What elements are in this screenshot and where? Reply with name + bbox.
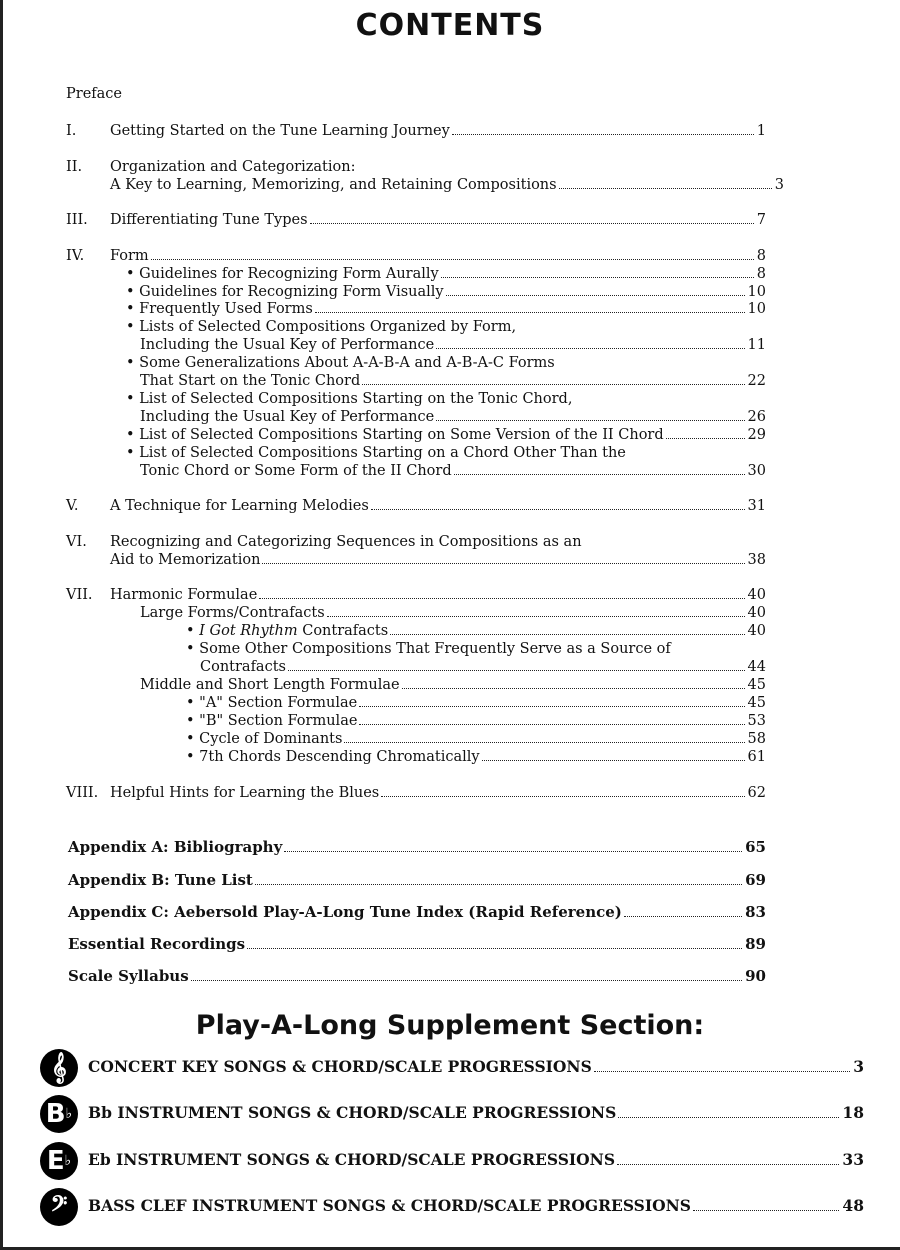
toc-entry-title: • List of Selected Compositions Starting on Some Version of the II Chord <box>126 427 664 443</box>
toc-page-number: 22 <box>747 373 766 389</box>
toc-page-number: 83 <box>745 903 766 921</box>
toc-entry-title: • Guidelines for Recognizing Form Visually <box>126 284 444 300</box>
toc-supplement-eb[interactable] <box>88 1151 864 1169</box>
toc-entry-title: Helpful Hints for Learning the Blues <box>110 785 380 801</box>
leader-dots <box>259 598 744 599</box>
toc-subentry-large-forms[interactable] <box>140 604 766 622</box>
toc-page-number: 45 <box>747 677 766 693</box>
page-border-left <box>0 0 3 1250</box>
leader-dots <box>191 980 742 981</box>
section-number: I. <box>66 123 77 139</box>
leader-dots <box>441 277 754 278</box>
toc-subentry-7th-chords[interactable] <box>186 748 766 766</box>
toc-page-number: 30 <box>747 463 766 479</box>
toc-subentry-generalizations[interactable] <box>140 372 766 390</box>
toc-subentry-i-got-rhythm[interactable] <box>186 622 766 640</box>
toc-entry-title: Bb INSTRUMENT SONGS & CHORD/SCALE PROGRESSIONS <box>88 1103 617 1122</box>
leader-dots <box>255 884 742 885</box>
leader-dots <box>693 1210 839 1211</box>
toc-subentry-form-visually[interactable] <box>126 283 766 301</box>
toc-entry-title: Form <box>110 248 149 264</box>
treble-clef-icon: 𝄞 <box>40 1049 78 1087</box>
toc-entry-title: Essential Recordings <box>68 935 246 953</box>
toc-entry-title: Including the Usual Key of Performance <box>140 409 435 425</box>
toc-appendix-aebersold-index[interactable] <box>68 903 766 921</box>
toc-entry-title: • Guidelines for Recognizing Form Aurally <box>126 266 439 282</box>
toc-subentry-b-section[interactable] <box>186 712 766 730</box>
page-title: CONTENTS <box>355 8 545 43</box>
toc-entry-title: • Frequently Used Forms <box>126 301 313 317</box>
section-number: IV. <box>66 248 85 264</box>
bullet: • <box>186 623 195 639</box>
toc-essential-recordings[interactable] <box>68 935 766 953</box>
toc-subentry-cycle-dominants[interactable] <box>186 730 766 748</box>
toc-entry-title-line: • Some Other Compositions That Frequently Serve as a Source of <box>186 641 671 657</box>
toc-entry-title: Eb INSTRUMENT SONGS & CHORD/SCALE PROGRESSIONS <box>88 1150 616 1169</box>
toc-appendix-bibliography[interactable] <box>68 838 766 856</box>
toc-entry-title: Differentiating Tune Types <box>110 212 308 228</box>
toc-page-number: 61 <box>747 749 766 765</box>
toc-entry-title: CONCERT KEY SONGS & CHORD/SCALE PROGRESSIONS <box>88 1057 592 1076</box>
toc-page-number: 18 <box>842 1103 864 1122</box>
toc-subentry-other-chord[interactable] <box>140 462 766 480</box>
toc-page-number: 40 <box>747 587 766 603</box>
toc-entry-melodies[interactable] <box>110 497 766 515</box>
leader-dots <box>594 1071 850 1072</box>
toc-entry-harmonic-formulae[interactable] <box>110 586 766 604</box>
section-number: VI. <box>66 534 87 550</box>
b-flat-icon: B♭ <box>40 1095 78 1133</box>
toc-page-number: 8 <box>756 266 766 282</box>
toc-page-number: 11 <box>747 337 766 353</box>
leader-dots <box>310 223 754 224</box>
toc-entry-title: Large Forms/Contrafacts <box>140 605 325 621</box>
toc-page-number: 40 <box>747 605 766 621</box>
toc-page-number: 3 <box>853 1057 864 1076</box>
toc-entry-title-line: • List of Selected Compositions Starting on the Tonic Chord, <box>126 391 573 407</box>
toc-appendix-tune-list[interactable] <box>68 871 766 889</box>
toc-entry-title: Harmonic Formulae <box>110 587 258 603</box>
toc-entry-title: Contrafacts <box>200 659 286 675</box>
toc-page-number: 38 <box>747 552 766 568</box>
leader-dots <box>436 348 744 349</box>
toc-entry-title: Contrafacts <box>302 623 389 639</box>
leader-dots <box>359 706 744 707</box>
toc-page-number: 7 <box>756 212 766 228</box>
toc-entry-title: Getting Started on the Tune Learning Journey <box>110 123 450 139</box>
leader-dots <box>624 916 742 917</box>
toc-entry-title: BASS CLEF INSTRUMENT SONGS & CHORD/SCALE PROGRESSIONS <box>88 1196 691 1215</box>
toc-page-number: 10 <box>747 284 766 300</box>
toc-entry-organization[interactable] <box>110 176 784 194</box>
toc-supplement-concert-key[interactable] <box>88 1058 864 1076</box>
leader-dots <box>482 760 745 761</box>
toc-supplement-bb[interactable] <box>88 1104 864 1122</box>
leader-dots <box>446 295 745 296</box>
e-flat-icon: E♭ <box>40 1142 78 1180</box>
toc-subentry-form-aurally[interactable] <box>126 265 766 283</box>
toc-page-number: 3 <box>774 177 784 193</box>
toc-entry-title: That Start on the Tonic Chord <box>140 373 361 389</box>
toc-entry-title: Tonic Chord or Some Form of the II Chord <box>140 463 452 479</box>
leader-dots <box>381 796 744 797</box>
toc-page-number: 10 <box>747 301 766 317</box>
toc-entry-title-line: • List of Selected Compositions Starting on a Chord Other Than the <box>126 445 626 461</box>
section-number: III. <box>66 212 88 228</box>
leader-dots <box>452 134 754 135</box>
section-number: VIII. <box>66 785 99 801</box>
toc-page-number: 48 <box>842 1196 864 1215</box>
toc-entry-title: Appendix B: Tune List <box>68 871 253 889</box>
leader-dots <box>327 616 745 617</box>
toc-entry-title: A Technique for Learning Melodies <box>110 498 369 514</box>
toc-entry-title: Middle and Short Length Formulae <box>140 677 400 693</box>
toc-entry-title: • "A" Section Formulae <box>186 695 358 711</box>
supplement-heading: Play-A-Long Supplement Section: <box>195 1010 705 1041</box>
toc-subentry-a-section[interactable] <box>186 694 766 712</box>
toc-entry-title: • 7th Chords Descending Chromatically <box>186 749 480 765</box>
leader-dots <box>617 1164 839 1165</box>
leader-dots <box>436 420 744 421</box>
toc-page-number: 62 <box>747 785 766 801</box>
toc-subentry-tonic-chord[interactable] <box>140 408 766 426</box>
toc-entry-title: Appendix A: Bibliography <box>68 838 283 856</box>
leader-dots <box>315 312 745 313</box>
leader-dots <box>618 1117 839 1118</box>
toc-entry-form[interactable] <box>110 247 766 265</box>
leader-dots <box>288 670 745 671</box>
toc-page-number: 44 <box>747 659 766 675</box>
toc-entry-title-line: • Some Generalizations About A-A-B-A and A-B-A-C Forms <box>126 355 555 371</box>
toc-entry-title: • "B" Section Formulae <box>186 713 358 729</box>
leader-dots <box>390 634 744 635</box>
toc-entry-title: Appendix C: Aebersold Play-A-Long Tune Index (Rapid Reference) <box>68 903 622 921</box>
toc-preface[interactable]: Preface <box>66 86 122 102</box>
bass-clef-icon: 𝄢 <box>40 1188 78 1226</box>
section-number: V. <box>66 498 79 514</box>
section-number: VII. <box>66 587 93 603</box>
leader-dots <box>359 724 744 725</box>
toc-entry-title-line: Recognizing and Categorizing Sequences in Compositions as an <box>110 534 582 550</box>
toc-page-number: 29 <box>747 427 766 443</box>
toc-page-number: 26 <box>747 409 766 425</box>
toc-entry-tune-types[interactable] <box>110 211 766 229</box>
toc-subentry-contrafacts[interactable] <box>200 658 766 676</box>
toc-page-number: 1 <box>756 123 766 139</box>
leader-dots <box>284 851 742 852</box>
toc-entry-title: A Key to Learning, Memorizing, and Retaining Compositions <box>110 177 557 193</box>
leader-dots <box>402 688 745 689</box>
toc-page-number: 40 <box>747 623 766 639</box>
toc-entry-getting-started[interactable] <box>110 122 766 140</box>
toc-entry-title: Including the Usual Key of Performance <box>140 337 435 353</box>
toc-page-number: 90 <box>745 967 766 985</box>
toc-supplement-bass-clef[interactable] <box>88 1197 864 1215</box>
toc-page-number: 89 <box>745 935 766 953</box>
toc-subentry-ii-chord[interactable] <box>126 426 766 444</box>
leader-dots <box>151 259 754 260</box>
toc-entry-sequences[interactable] <box>110 551 766 569</box>
leader-dots <box>559 188 772 189</box>
toc-page-number: 69 <box>745 871 766 889</box>
leader-dots <box>247 948 742 949</box>
toc-subentry-lists-by-form[interactable] <box>140 336 766 354</box>
toc-entry-title: • Cycle of Dominants <box>186 731 343 747</box>
toc-page-number: 8 <box>756 248 766 264</box>
toc-entry-title-line: Organization and Categorization: <box>110 159 356 175</box>
toc-page-number: 58 <box>747 731 766 747</box>
leader-dots <box>262 563 744 564</box>
leader-dots <box>344 742 744 743</box>
leader-dots <box>666 438 745 439</box>
leader-dots <box>362 384 744 385</box>
section-number: II. <box>66 159 83 175</box>
toc-subentry-middle-short[interactable] <box>140 676 766 694</box>
toc-entry-title: Scale Syllabus <box>68 967 189 985</box>
toc-entry-title-line: • Lists of Selected Compositions Organized by Form, <box>126 319 517 335</box>
toc-entry-blues[interactable] <box>110 784 766 802</box>
toc-entry-title: Aid to Memorization <box>110 552 261 568</box>
toc-page-number: 31 <box>747 498 766 514</box>
toc-page-number: 53 <box>747 713 766 729</box>
toc-page-number: 65 <box>745 838 766 856</box>
leader-dots <box>371 509 745 510</box>
toc-subentry-frequent-forms[interactable] <box>126 300 766 318</box>
toc-scale-syllabus[interactable] <box>68 967 766 985</box>
leader-dots <box>454 474 745 475</box>
toc-entry-italic-title: I Got Rhythm <box>199 623 298 639</box>
toc-page-number: 33 <box>842 1150 864 1169</box>
toc-page-number: 45 <box>747 695 766 711</box>
